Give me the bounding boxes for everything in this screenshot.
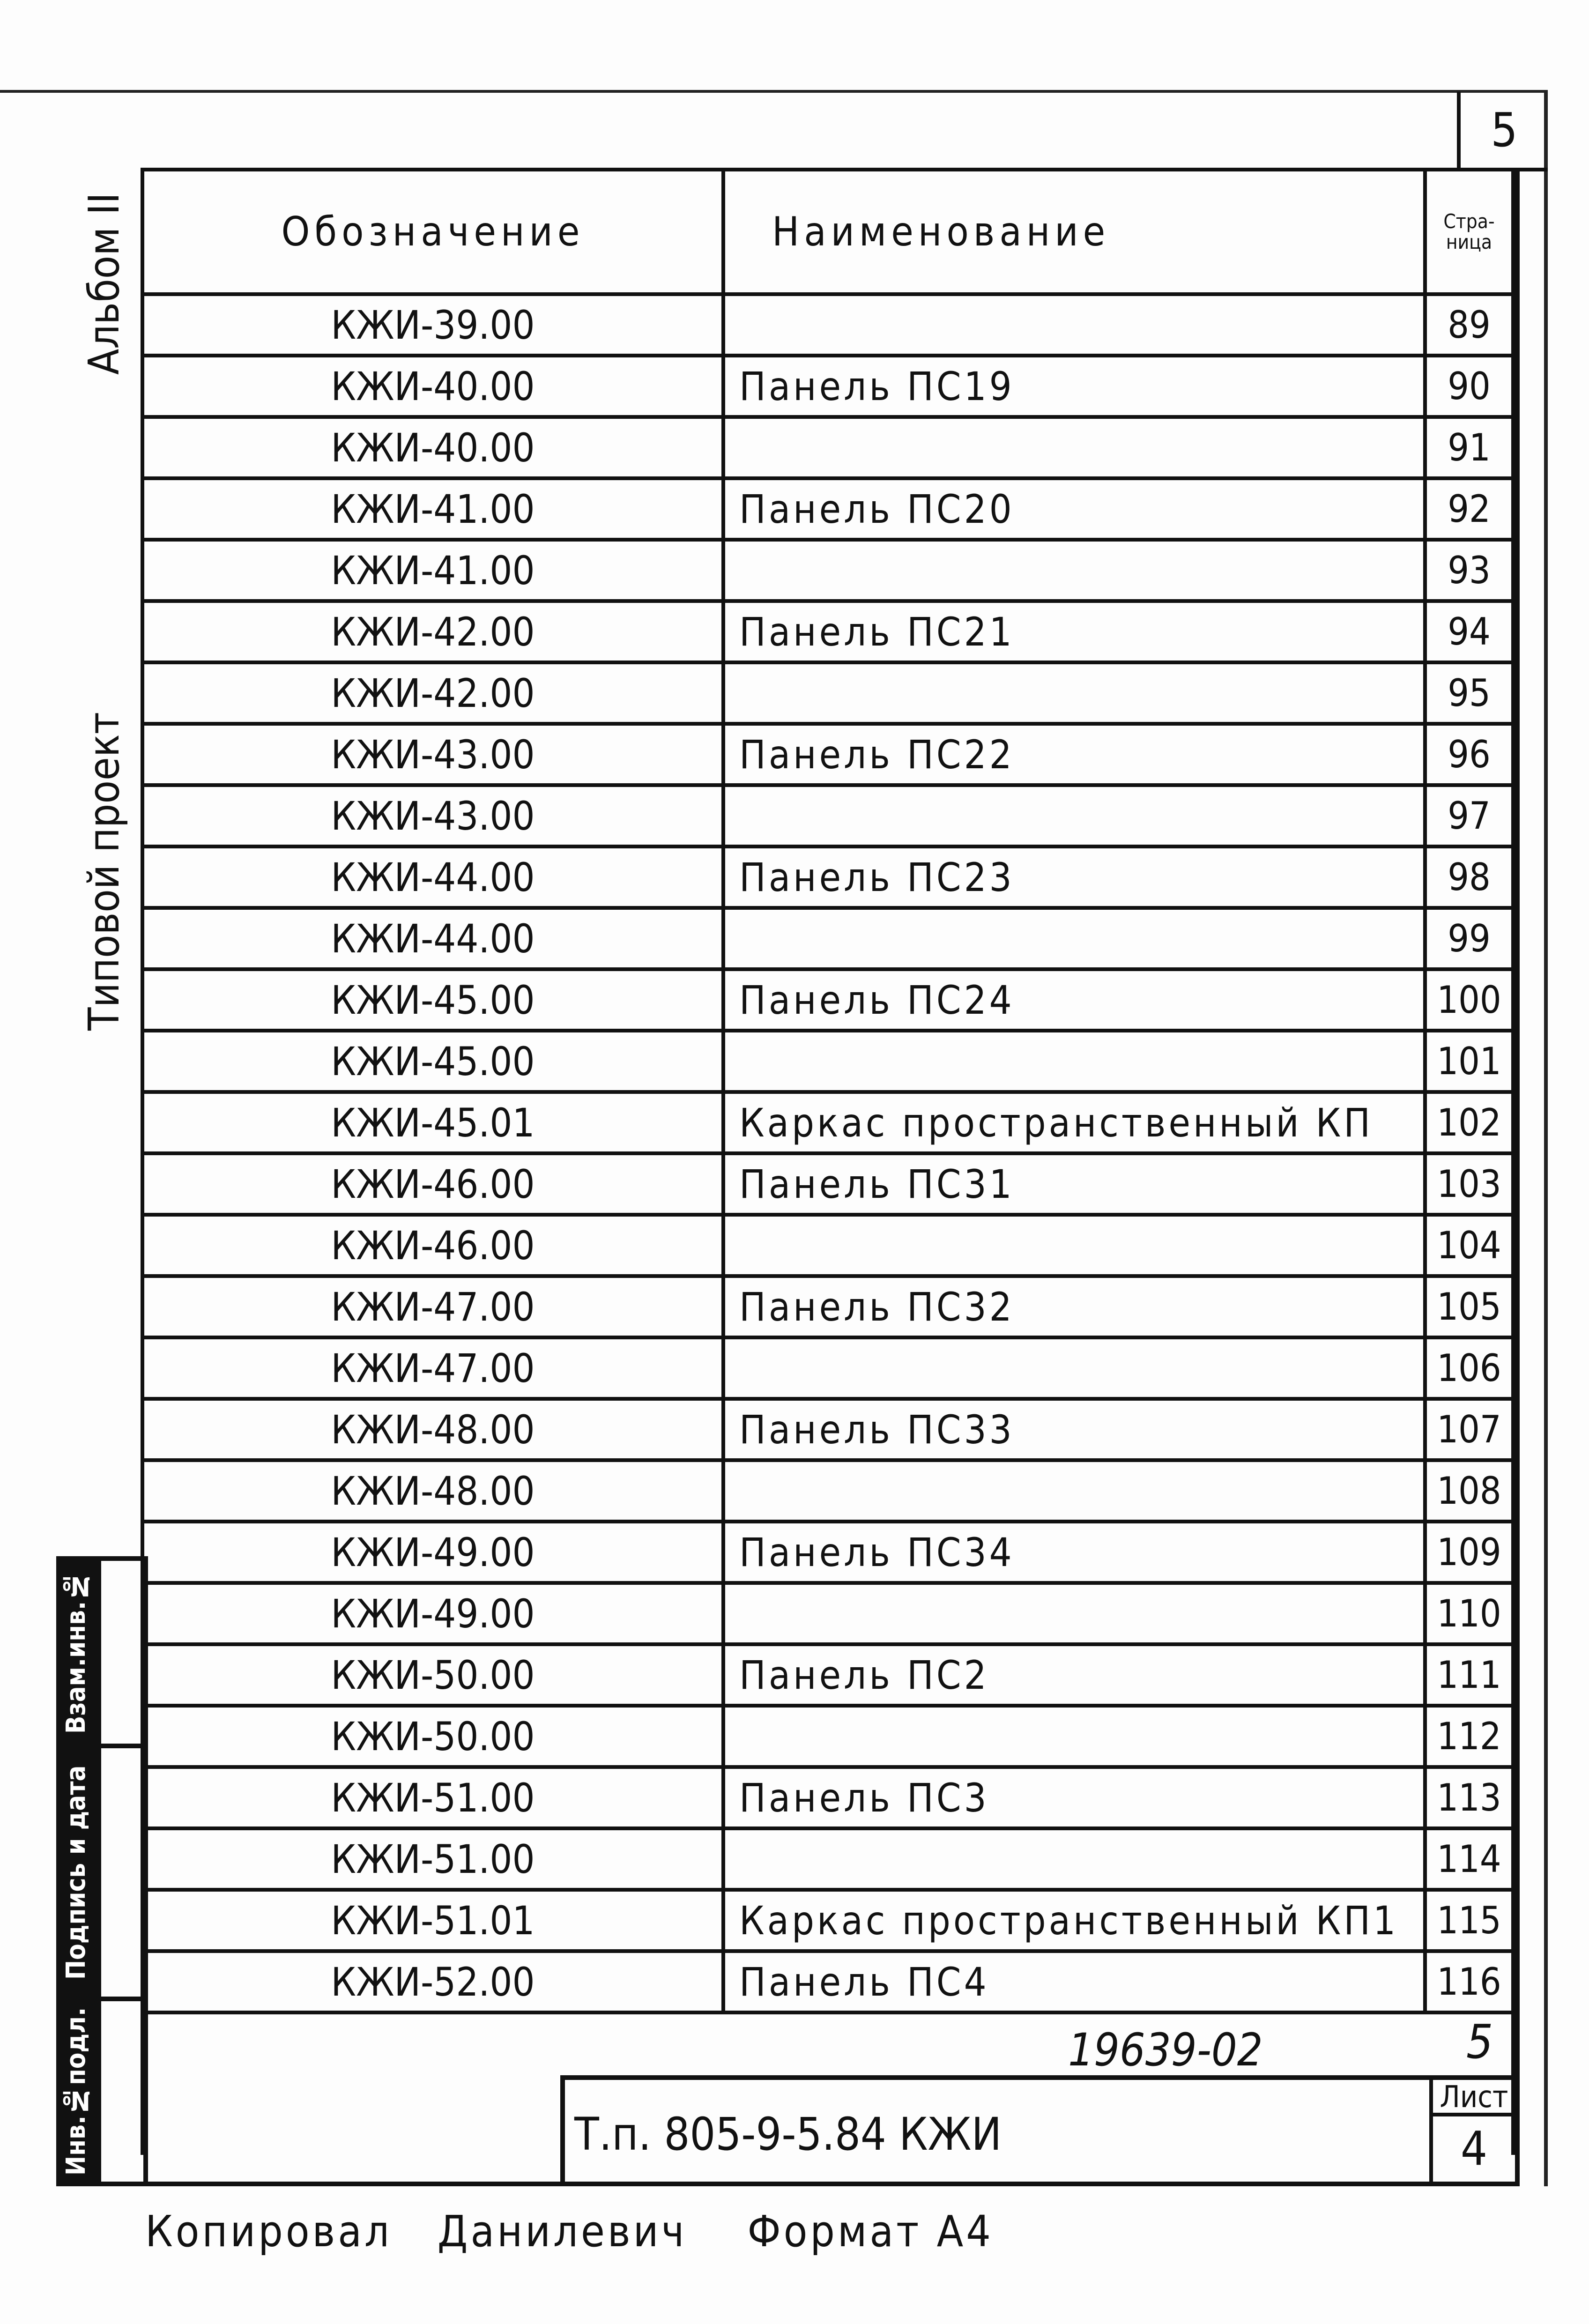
stamp-signature-date-label: Подпись и дата	[61, 1748, 101, 1997]
row-page: 104	[1425, 1215, 1513, 1276]
row-code: КЖИ-48.00	[142, 1460, 723, 1522]
table-row	[142, 1276, 1513, 1337]
row-name	[723, 417, 1425, 478]
table-row	[142, 1215, 1513, 1276]
table-row	[142, 908, 1513, 969]
table-row	[142, 417, 1513, 478]
page-mark: 5	[1466, 2014, 1493, 2069]
document-designation: Т.п. 805-9-5.84 КЖИ	[574, 2108, 1002, 2161]
row-code: КЖИ-43.00	[142, 724, 723, 785]
row-code: КЖИ-48.00	[142, 1399, 723, 1460]
row-name	[723, 1031, 1425, 1092]
row-code: КЖИ-47.00	[142, 1337, 723, 1399]
table-row	[142, 1460, 1513, 1522]
row-name	[723, 1215, 1425, 1276]
row-page: 94	[1425, 601, 1513, 662]
row-name	[723, 908, 1425, 969]
row-code: КЖИ-49.00	[142, 1522, 723, 1583]
row-code: КЖИ-45.00	[142, 1031, 723, 1092]
row-code: КЖИ-46.00	[142, 1215, 723, 1276]
row-name: Панель ПС22	[723, 724, 1425, 785]
row-code: КЖИ-42.00	[142, 662, 723, 724]
table-row	[142, 1767, 1513, 1828]
outer-frame-right-line	[1544, 90, 1548, 2186]
row-code: КЖИ-45.00	[142, 969, 723, 1031]
row-name: Панель ПС19	[723, 356, 1425, 417]
row-page: 114	[1425, 1828, 1513, 1890]
row-page: 108	[1425, 1460, 1513, 1522]
row-page: 112	[1425, 1706, 1513, 1767]
row-code: КЖИ-40.00	[142, 417, 723, 478]
row-code: КЖИ-51.01	[142, 1890, 723, 1951]
row-code: КЖИ-44.00	[142, 846, 723, 908]
stamp-original-inv-label: Инв.№подл.	[61, 2001, 101, 2182]
row-name	[723, 1828, 1425, 1890]
footer-copier: Данилевич	[437, 2206, 687, 2257]
row-name	[723, 540, 1425, 601]
row-name: Панель ПС20	[723, 478, 1425, 540]
row-name: Панель ПС33	[723, 1399, 1425, 1460]
row-page: 95	[1425, 662, 1513, 724]
table-row	[142, 1828, 1513, 1890]
row-code: КЖИ-50.00	[142, 1644, 723, 1706]
row-name: Каркас пространственный КП1	[723, 1890, 1425, 1951]
row-code: КЖИ-49.00	[142, 1583, 723, 1644]
row-page: 91	[1425, 417, 1513, 478]
table-row	[142, 356, 1513, 417]
row-code: КЖИ-40.00	[142, 356, 723, 417]
header-designation: Обозначение	[142, 170, 723, 294]
row-code: КЖИ-51.00	[142, 1767, 723, 1828]
header-name: Наименование	[723, 170, 1425, 294]
row-page: 89	[1425, 294, 1513, 356]
table-row	[142, 724, 1513, 785]
table-row	[142, 1337, 1513, 1399]
table-row	[142, 785, 1513, 846]
row-code: КЖИ-41.00	[142, 478, 723, 540]
row-page: 107	[1425, 1399, 1513, 1460]
order-number: 19639-02	[1068, 2024, 1263, 2076]
sheet-cell	[1429, 2080, 1515, 2182]
row-name: Панель ПС24	[723, 969, 1425, 1031]
contents-table	[141, 168, 1515, 2155]
row-page: 109	[1425, 1522, 1513, 1583]
stamp-original-inv	[56, 1997, 148, 2186]
row-page: 100	[1425, 969, 1513, 1031]
sheet-number: 5	[1491, 102, 1518, 157]
row-code: КЖИ-52.00	[142, 1951, 723, 2012]
table-row	[142, 1706, 1513, 1767]
row-name: Панель ПС32	[723, 1276, 1425, 1337]
stamp-replace-inv	[56, 1556, 148, 1748]
table-row	[142, 1153, 1513, 1215]
row-page: 105	[1425, 1276, 1513, 1337]
row-page: 103	[1425, 1153, 1513, 1215]
table-row	[142, 294, 1513, 356]
table-row	[142, 1644, 1513, 1706]
sheet-label: Лист	[1433, 2080, 1515, 2116]
outer-frame-top-line	[0, 90, 1546, 93]
row-name: Панель ПС34	[723, 1522, 1425, 1583]
table-header	[142, 170, 1513, 294]
row-code: КЖИ-41.00	[142, 540, 723, 601]
project-type-label: Типовой проект	[80, 712, 129, 1031]
stamp-replace-inv-label: Взам.инв.№	[61, 1561, 101, 1744]
row-name: Панель ПС2	[723, 1644, 1425, 1706]
table-row	[142, 540, 1513, 601]
row-page: 92	[1425, 478, 1513, 540]
row-code: КЖИ-50.00	[142, 1706, 723, 1767]
row-name: Панель ПС31	[723, 1153, 1425, 1215]
row-name	[723, 1460, 1425, 1522]
row-page: 96	[1425, 724, 1513, 785]
footer-copied: Копировал	[145, 2206, 392, 2257]
sheet-number-box	[1457, 92, 1548, 171]
row-name: Панель ПС21	[723, 601, 1425, 662]
row-code: КЖИ-44.00	[142, 908, 723, 969]
row-page: 106	[1425, 1337, 1513, 1399]
row-name	[723, 1583, 1425, 1644]
row-name	[723, 1706, 1425, 1767]
row-code: КЖИ-47.00	[142, 1276, 723, 1337]
header-page: Стра-ница	[1425, 170, 1513, 294]
table-row	[142, 1399, 1513, 1460]
row-code: КЖИ-43.00	[142, 785, 723, 846]
sheet-value: 4	[1460, 2121, 1488, 2176]
row-code: КЖИ-51.00	[142, 1828, 723, 1890]
row-name	[723, 1337, 1425, 1399]
row-code: КЖИ-46.00	[142, 1153, 723, 1215]
album-label: Альбом II	[80, 193, 129, 375]
table-row	[142, 1092, 1513, 1153]
row-page: 101	[1425, 1031, 1513, 1092]
row-name: Панель ПС3	[723, 1767, 1425, 1828]
row-name: Каркас пространственный КП	[723, 1092, 1425, 1153]
row-page: 110	[1425, 1583, 1513, 1644]
table-row	[142, 601, 1513, 662]
row-page: 99	[1425, 908, 1513, 969]
table-row	[142, 1031, 1513, 1092]
row-code: КЖИ-39.00	[142, 294, 723, 356]
row-code: КЖИ-42.00	[142, 601, 723, 662]
stamp-signature-date	[56, 1744, 148, 2001]
table-row	[142, 662, 1513, 724]
footer-format: Формат А4	[747, 2206, 994, 2257]
table-row	[142, 1890, 1513, 1951]
row-page: 115	[1425, 1890, 1513, 1951]
table-row	[142, 1522, 1513, 1583]
row-page: 93	[1425, 540, 1513, 601]
row-name: Панель ПС23	[723, 846, 1425, 908]
row-name	[723, 662, 1425, 724]
row-page: 111	[1425, 1644, 1513, 1706]
row-page: 102	[1425, 1092, 1513, 1153]
row-name	[723, 294, 1425, 356]
table-row	[142, 478, 1513, 540]
title-block	[560, 2075, 1520, 2186]
row-page: 113	[1425, 1767, 1513, 1828]
footer	[145, 2206, 994, 2257]
row-name	[723, 785, 1425, 846]
table-row	[142, 969, 1513, 1031]
table-row	[142, 1951, 1513, 2012]
row-name: Панель ПС4	[723, 1951, 1425, 2012]
row-page: 98	[1425, 846, 1513, 908]
row-code: КЖИ-45.01	[142, 1092, 723, 1153]
row-page: 116	[1425, 1951, 1513, 2012]
row-page: 97	[1425, 785, 1513, 846]
row-page: 90	[1425, 356, 1513, 417]
table-row	[142, 1583, 1513, 1644]
table-row	[142, 846, 1513, 908]
